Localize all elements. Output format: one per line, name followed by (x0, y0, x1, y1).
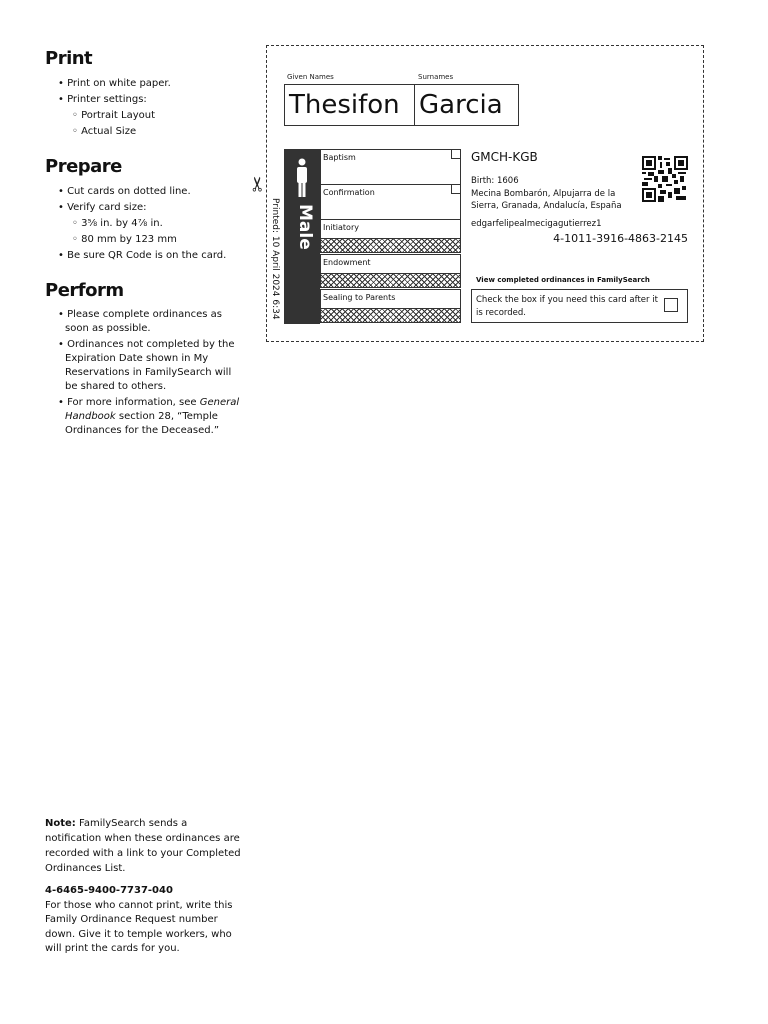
list-item (58, 396, 245, 438)
view-completed-ordinances-link[interactable]: View completed ordinances in FamilySearch (476, 276, 650, 284)
need-card-box (471, 289, 688, 323)
need-card-checkbox[interactable] (664, 298, 678, 312)
family-request-block (45, 884, 245, 957)
ordinance-label: Baptism (323, 153, 356, 162)
list-item: • Please complete ordinances as soon as possible. (58, 308, 245, 336)
birth-info (471, 175, 641, 213)
ordinance-initiatory (320, 219, 461, 239)
gender-label: Male (295, 204, 315, 250)
print-list (58, 76, 245, 108)
qr-code-icon (642, 156, 688, 202)
need-card-text: Check the box if you need this card after it is recorded. (476, 295, 658, 318)
surnames-label: Surnames (418, 73, 454, 81)
perform-heading: Perform (45, 280, 124, 301)
list-item: ◦ Actual Size (72, 124, 245, 140)
list-item: • Print on white paper. (58, 76, 245, 92)
prepare-list (58, 184, 245, 216)
sealing-hatch (320, 308, 461, 323)
note-body: FamilySearch sends a notification when these ordinances are recorded with a link to your Completed Ordinances List. (45, 818, 241, 874)
prepare-list-cont (58, 248, 245, 264)
surname-value: Garcia (414, 84, 519, 126)
instructions-column (45, 48, 245, 440)
birth-year: Birth: 1606 (471, 176, 519, 186)
endowment-hatch (320, 273, 461, 288)
note-label: Note: (45, 818, 76, 829)
print-heading: Print (45, 48, 93, 69)
list-item: • Printer settings: (58, 92, 245, 108)
confirmation-checkbox[interactable] (451, 184, 461, 194)
more-info-suffix: section 28, “Temple Ordinances for the Deceased.” (65, 411, 219, 436)
list-item: • Cut cards on dotted line. (58, 184, 245, 200)
printer-settings-list (72, 108, 245, 140)
person-id: GMCH-KGB (471, 150, 538, 164)
family-request-number: 4-6465-9400-7737-040 (45, 885, 173, 896)
request-number: 4-1011-3916-4863-2145 (553, 232, 688, 245)
printed-date: Printed: 10 April 2024 6:34 (270, 198, 280, 320)
ordinance-sealing-to-parents (320, 289, 461, 309)
ordinance-confirmation (320, 184, 461, 220)
ordinance-label: Endowment (323, 258, 371, 267)
note-text (45, 816, 245, 876)
birth-place: Mecina Bombarón, Alpujarra de la Sierra, Granada, Andalucía, España (471, 188, 622, 211)
list-item: • Ordinances not completed by the Expiration Date shown in My Reservations in FamilySearch will be shared to others. (58, 338, 245, 394)
list-item: ◦ 80 mm by 123 mm (72, 232, 245, 248)
perform-list (58, 308, 245, 438)
list-item: ◦ 3⅝ in. by 4⅞ in. (72, 216, 245, 232)
handbook-title: General Handbook (65, 397, 240, 422)
username: edgarfelipealmecigagutierrez1 (471, 219, 602, 229)
baptism-checkbox[interactable] (451, 149, 461, 159)
ordinance-baptism (320, 149, 461, 185)
male-person-icon (296, 158, 308, 198)
ordinance-label: Sealing to Parents (323, 293, 396, 302)
family-request-text: For those who cannot print, write this Family Ordinance Request number down. Give it to temple workers, who will print the cards for you. (45, 899, 233, 954)
ordinance-label: Confirmation (323, 188, 375, 197)
initiatory-hatch (320, 238, 461, 253)
list-item: ◦ Portrait Layout (72, 108, 245, 124)
list-item: • Be sure QR Code is on the card. (58, 248, 245, 264)
list-item: • Verify card size: (58, 200, 245, 216)
more-info-prefix: For more information, see (67, 397, 200, 408)
ordinance-label: Initiatory (323, 223, 359, 232)
ordinance-endowment (320, 254, 461, 274)
card-size-list (72, 216, 245, 248)
given-names-value: Thesifon (284, 84, 415, 126)
prepare-heading: Prepare (45, 156, 122, 177)
given-names-label: Given Names (287, 73, 334, 81)
scissors-icon: ✂ (245, 175, 270, 193)
